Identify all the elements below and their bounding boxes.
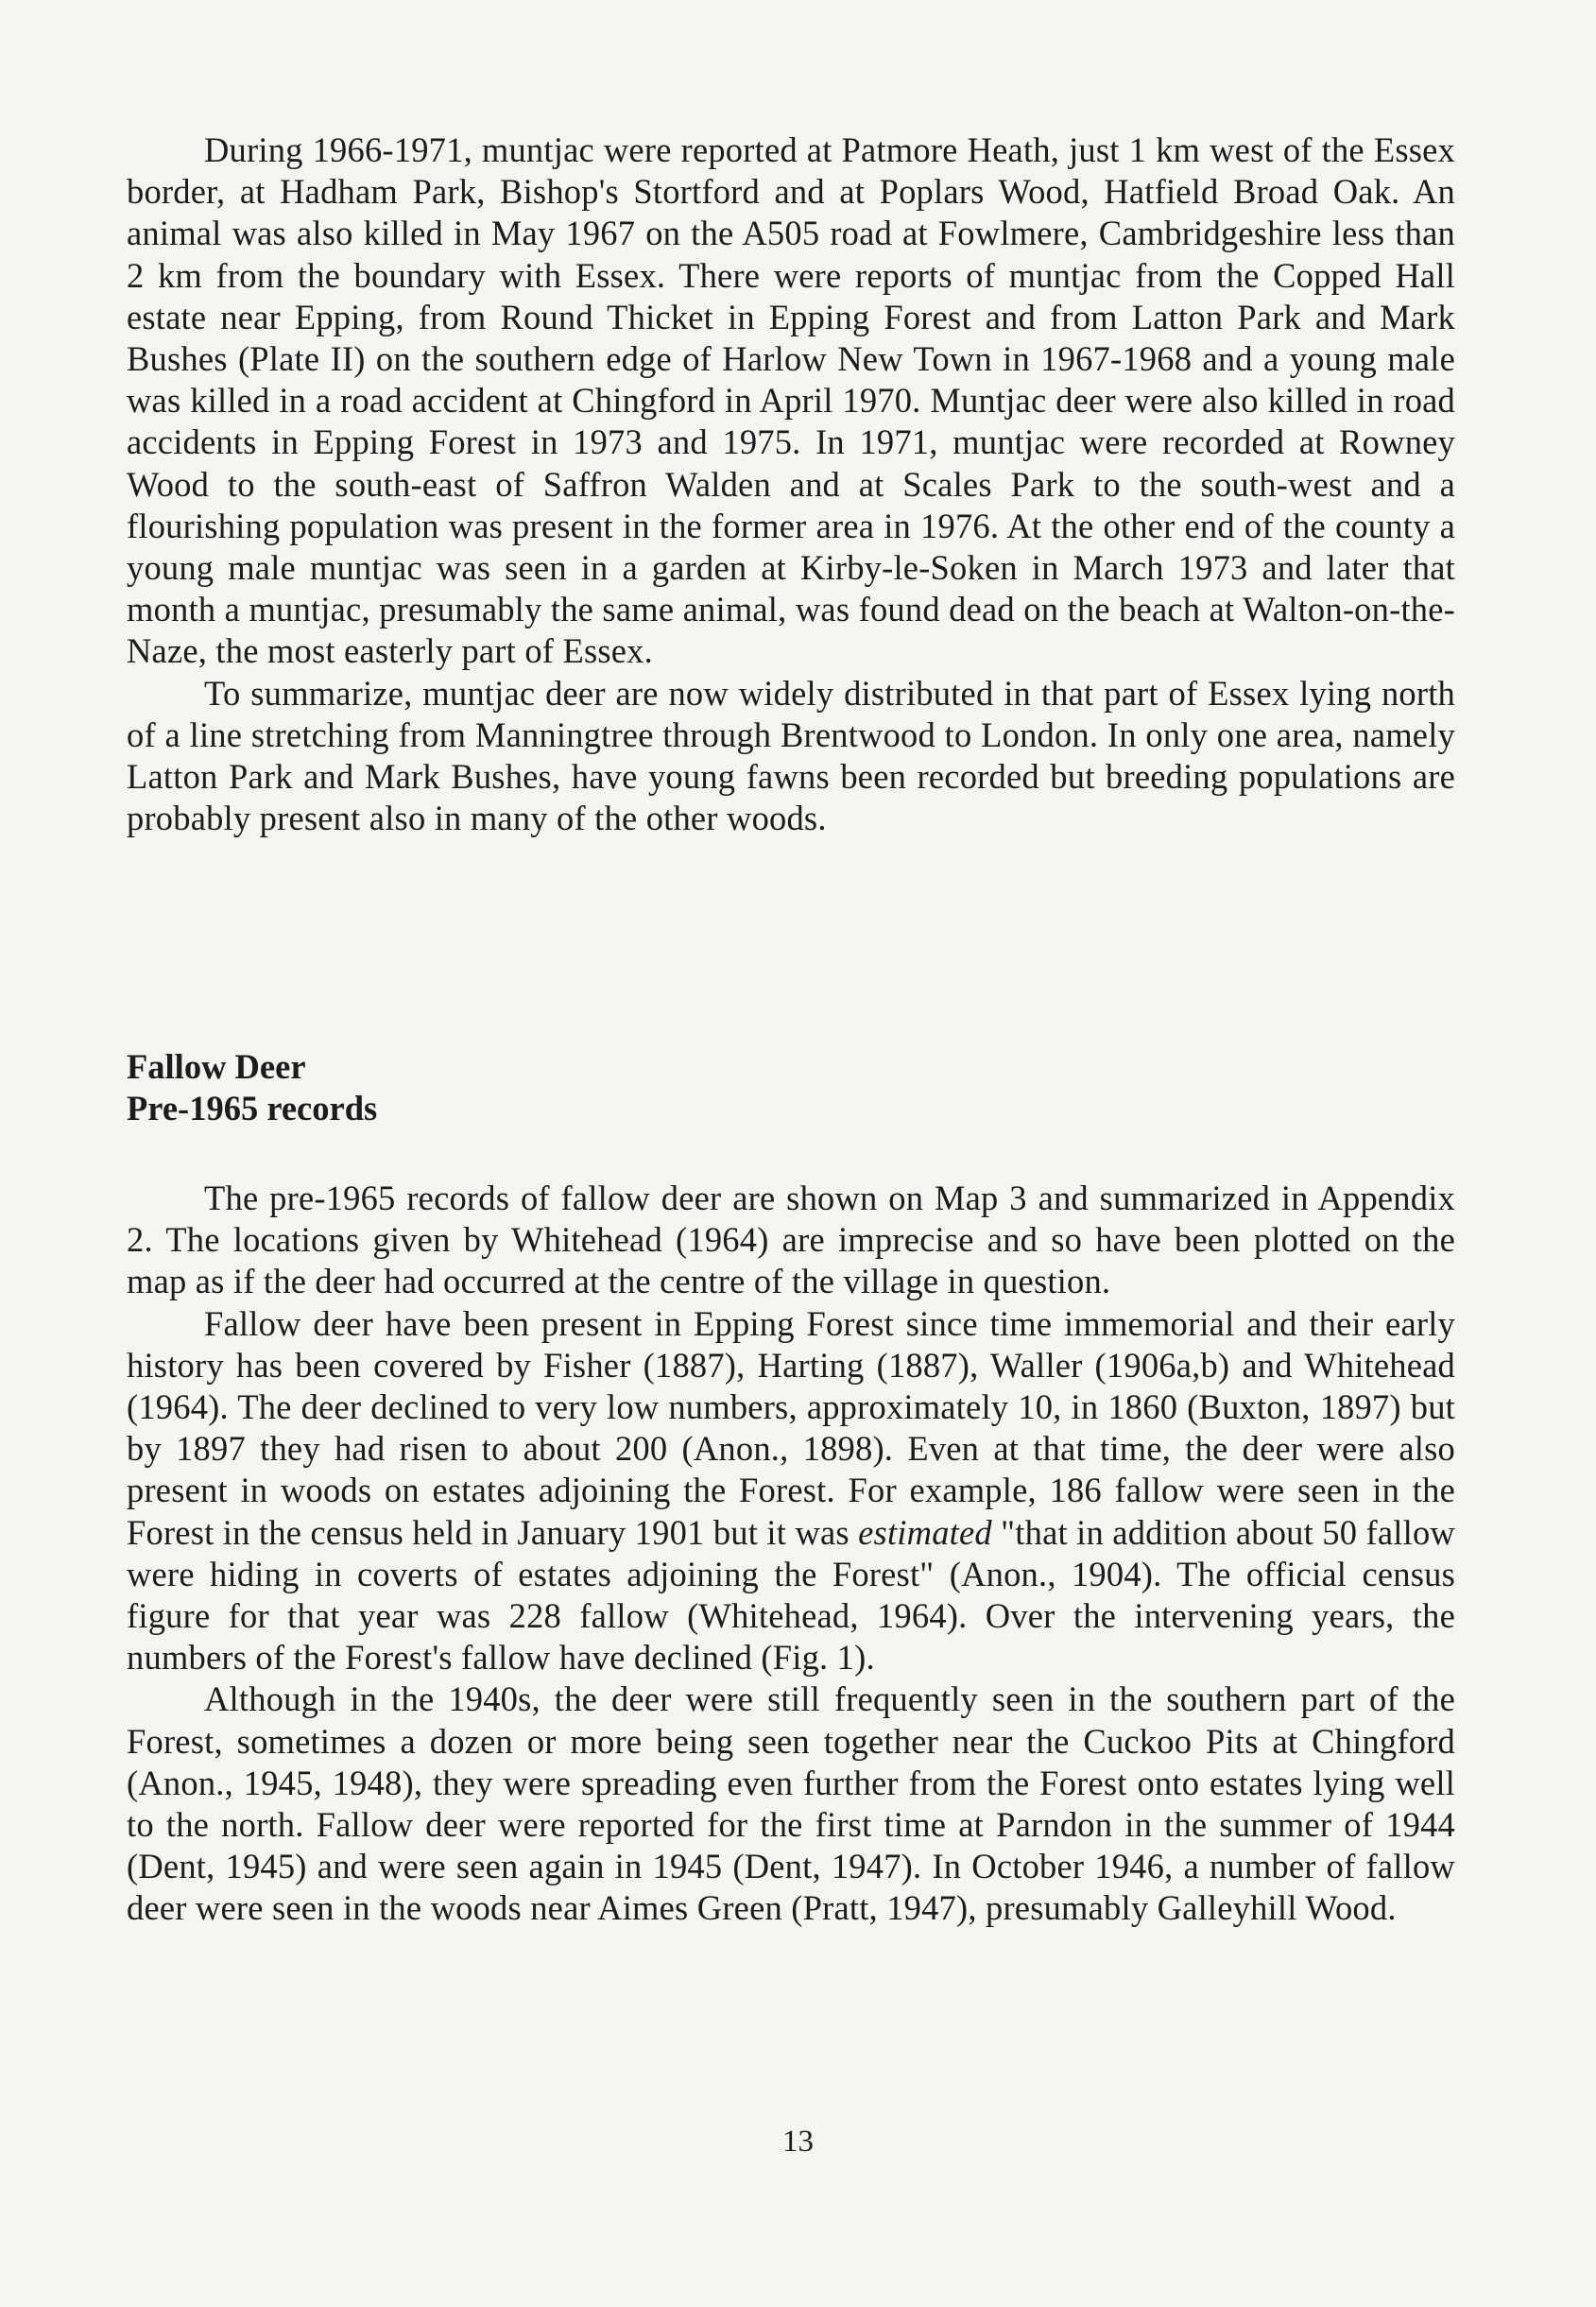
muntjac-distribution-text bbox=[127, 129, 1455, 839]
paragraph-muntjac-summary: To summarize, muntjac deer are now widely distributed in that part of Essex lying north of a line stretching from Manningtree through Brentwood to London. In only one area, namely Latton Park and Mark Bushes, have young fawns been recorded but breeding populations are probably present also in many of the other woods. bbox=[127, 673, 1455, 838]
paragraph-muntjac-records: During 1966-1971, muntjac were reported at Patmore Heath, just 1 km west of the Essex border, at Hadham Park, Bishop's Stortford and at Poplars Wood, Hatfield Broad Oak. An animal was also killed in May 1967 on the A505 road at Fowlmere, Cambridgeshire less than 2 km from the boundary with Essex. There were reports of muntjac from the Copped Hall estate near Epping, from Round Thicket in Epping Forest and from Latton Park and Mark Bushes (Plate II) on the southern edge of Harlow New Town in 1967-1968 and a young male was killed in a road accident at Chingford in April 1970. Muntjac deer were also killed in road accidents in Epping Forest in 1973 and 1975. In 1971, muntjac were recorded at Rowney Wood to the south-east of Saffron Walden and at Scales Park to the south-west and a flourishing population was present in the former area in 1976. At the other end of the county a young male muntjac was seen in a garden at Kirby-le-Soken in March 1973 and later that month a muntjac, presumably the same animal, was found dead on the beach at Walton-on-the-Naze, the most easterly part of Essex. bbox=[127, 130, 1455, 671]
paragraph-fallow-map: The pre-1965 records of fallow deer are shown on Map 3 and summarized in Appendix 2. The locations given by Whitehead (1964) are imprecise and so have been plotted on the map as if the deer had occurred at the centre of the village in question. bbox=[127, 1179, 1455, 1301]
section-headings bbox=[127, 1046, 377, 1129]
fallow-history-italic: estimated bbox=[858, 1512, 992, 1552]
paragraph-fallow-spread: Although in the 1940s, the deer were still frequently seen in the southern part of the Forest, sometimes a dozen or more being seen together near the Cuckoo Pits at Chingford (Anon., 1945, 1948), they were spreading even further from the Forest onto estates lying well to the north. Fallow deer were reported for the first time at Parndon in the summer of 1944 (Dent, 1945) and were seen again in 1945 (Dent, 1947). In October 1946, a number of fallow deer were seen in the woods near Aimes Green (Pratt, 1947), presumably Galleyhill Wood. bbox=[127, 1679, 1455, 1928]
page-number: 13 bbox=[782, 2125, 814, 2159]
fallow-deer-text bbox=[127, 1178, 1455, 1930]
section-subheading: Pre-1965 records bbox=[127, 1089, 378, 1128]
fallow-history-text-a: Fallow deer have been present in Epping Forest since time immemorial and their early history has been covered by Fisher (1887), Harting (1887), Waller (1906a,b) and Whitehead (1964). The deer declined to very low numbers, approximately 10, in 1860 (Buxton, 1897) but by 1897 they had risen to about 200 (Anon., 1898). Even at that time, the deer were also present in woods on estates adjoining the Forest. For example, 186 fallow were seen in the Forest in the census held in January 1901 but it was bbox=[127, 1303, 1455, 1552]
paragraph-fallow-history bbox=[127, 1303, 1455, 1679]
section-heading: Fallow Deer bbox=[127, 1047, 306, 1086]
fallow-history-text-b: "that in addition about 50 fallow were hiding in coverts of estates adjoining the Forest" (Anon., 1904). The official census figure for that year was 228 fallow (Whitehead, 1964). Over the intervening years, the numbers of the Forest's fallow have declined (Fig. 1). bbox=[127, 1512, 1455, 1678]
